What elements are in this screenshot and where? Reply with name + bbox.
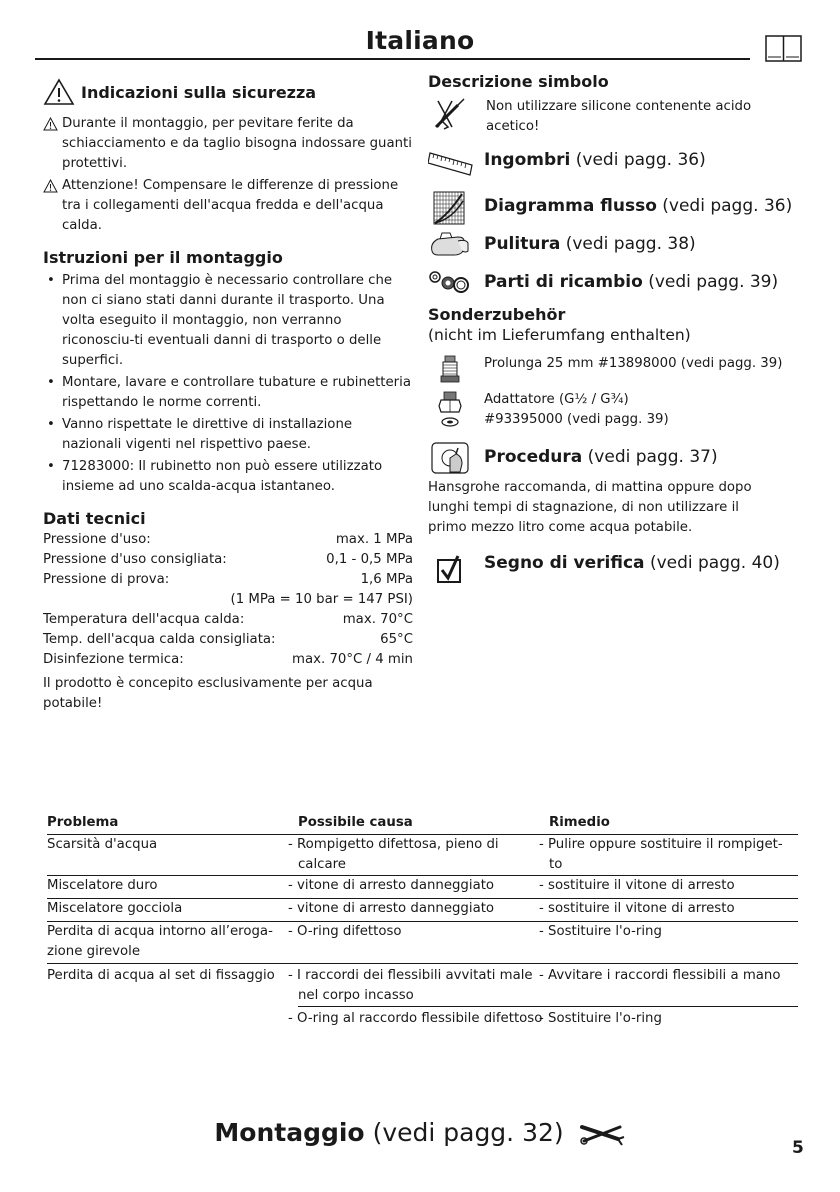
- tech-row: Pressione d'uso consigliata: 0,1 - 0,5 MPa: [43, 552, 413, 567]
- safety-item: Attenzione! Compensare le differenze di pressione tra i collegamenti dell'acqua fredda e dell'acqua calda.: [43, 176, 413, 236]
- page-title: Italiano: [365, 26, 475, 55]
- symbol-entry-text: Ingombri (vedi pagg. 36): [484, 150, 706, 170]
- symbols-heading: Descrizione simbolo: [428, 72, 609, 91]
- table-row: Miscelatore duro - vitone di arresto danneggiato - sostituire il vitone di arresto: [47, 876, 798, 899]
- list-item: • Vanno rispettate le direttive di installazione nazionali vigenti nel rispettivo paese.: [43, 415, 413, 455]
- warning-small-icon: [43, 117, 58, 131]
- tech-footnote: Il prodotto è concepito esclusivamente per acqua potabile!: [43, 676, 373, 711]
- accessory-text: Prolunga 25 mm #13898000 (vedi pagg. 39): [484, 356, 783, 371]
- troubleshooting-table: [47, 813, 798, 1029]
- accessory-item: [428, 390, 798, 430]
- warning-triangle-icon: [43, 78, 75, 106]
- column-header: Rimedio: [549, 813, 798, 835]
- tools-icon: [578, 1119, 626, 1149]
- warning-small-icon: [43, 179, 58, 193]
- procedure-entry: [428, 440, 798, 476]
- check-entry: [428, 552, 798, 586]
- table-row: Scarsità d'acqua - Rompigetto difettosa, pieno di calcare - Pulire oppure sostituire il rompiget-to: [47, 835, 798, 876]
- install-list: [43, 271, 413, 497]
- symbol-entry: [428, 229, 798, 263]
- symbol-entry-text: Parti di ricambio (vedi pagg. 39): [484, 272, 779, 292]
- checkbox-icon: [428, 552, 476, 586]
- silicone-row: [428, 97, 798, 137]
- list-item: • Prima del montaggio è necessario controllare che non ci siano stati danni durante il trasporto. Una volta eseguito il montaggio, non verranno riconosciu-ti eventuali danni di trasporto o delle superfici.: [43, 271, 413, 371]
- list-item: • Montare, lavare e controllare tubature e rubinetteria rispettando le norme correnti.: [43, 373, 413, 413]
- ruler-icon: [428, 147, 476, 181]
- adapter-icon: [430, 390, 470, 430]
- tech-heading: Dati tecnici: [43, 509, 146, 528]
- safety-heading: [43, 78, 413, 106]
- list-item: • 71283000: Il rubinetto non può essere utilizzato insieme ad uno scalda-acqua istantaneo.: [43, 457, 413, 497]
- tech-row: Temp. dell'acqua calda consigliata: 65°C: [43, 632, 413, 647]
- accessory-item: [428, 354, 798, 388]
- accessories-heading: Sonderzubehör: [428, 305, 566, 324]
- tech-row: Pressione di prova: 1,6 MPa: [43, 572, 413, 587]
- table-row: - O-ring al raccordo flessibile difettoso - Sostituire l'o-ring: [288, 1011, 662, 1026]
- tech-row: Pressione d'uso: max. 1 MPa: [43, 532, 413, 547]
- table-row: Perdita di acqua al set di fissaggio - I raccordi dei flessibili avvitati male nel corpo incasso - Avvitare i raccordi flessibili a mano: [47, 964, 798, 1007]
- symbol-entry-text: Pulitura (vedi pagg. 38): [484, 234, 696, 254]
- symbol-entry: [428, 267, 798, 301]
- right-column: [428, 72, 798, 586]
- tech-row: Temperatura dell'acqua calda: max. 70°C: [43, 612, 413, 627]
- open-book-icon: [765, 35, 802, 62]
- table-header-row: [47, 813, 798, 835]
- procedure-text: Hansgrohe raccomanda, di mattina oppure dopo lunghi tempi di stagnazione, di non utilizzare il primo mezzo litro come acqua potabile.: [428, 480, 752, 535]
- left-column: [43, 78, 413, 714]
- procedure-title: Procedura (vedi pagg. 37): [484, 447, 718, 467]
- extension-icon: [430, 354, 470, 388]
- symbol-entry: [428, 147, 798, 181]
- install-heading: Istruzioni per il montaggio: [43, 248, 283, 267]
- accessory-text: Adattatore (G½ / G¾) #93395000 (vedi pagg. 39): [484, 392, 669, 427]
- table-row: Perdita di acqua intorno all’eroga-zione girevole - O-ring difettoso - Sostituire l'o-ring: [47, 922, 798, 964]
- symbol-entry: [428, 191, 798, 225]
- silicone-gun-icon: [428, 97, 476, 131]
- procedure-icon: [428, 440, 476, 476]
- page-number: 5: [792, 1138, 804, 1158]
- title-divider: [35, 58, 750, 60]
- silicone-text: Non utilizzare silicone contenente acido acetico!: [486, 99, 752, 134]
- tech-row: Disinfezione termica: max. 70°C / 4 min: [43, 652, 413, 667]
- tech-note: (1 MPa = 10 bar = 147 PSI): [230, 592, 413, 607]
- spare-parts-icon: [428, 267, 476, 301]
- column-header: Possibile causa: [298, 813, 549, 835]
- symbol-entry-text: Diagramma flusso (vedi pagg. 36): [484, 196, 793, 216]
- accessories-subheading: (nicht im Lieferumfang enthalten): [428, 326, 691, 344]
- column-header: Problema: [47, 813, 298, 835]
- flow-diagram-icon: [428, 191, 476, 225]
- footer-montaggio: Montaggio (vedi pagg. 32): [0, 1118, 840, 1149]
- table-row: Miscelatore gocciola - vitone di arresto danneggiato - sostituire il vitone di arresto: [47, 899, 798, 922]
- cleaning-icon: [428, 229, 476, 263]
- check-text: Segno di verifica (vedi pagg. 40): [484, 553, 780, 573]
- safety-item: Durante il montaggio, per pevitare ferite da schiacciamento e da taglio bisogna indossare guanti protettivi.: [43, 114, 413, 174]
- safety-heading-text: Indicazioni sulla sicurezza: [81, 82, 317, 102]
